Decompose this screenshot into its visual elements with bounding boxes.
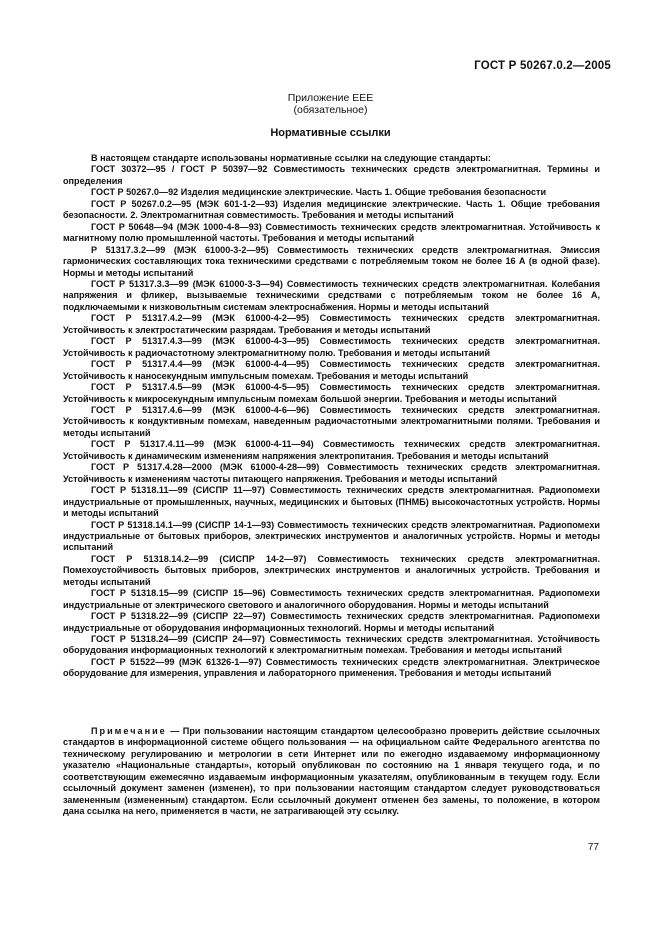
- reference-item: ГОСТ Р 51318.11—99 (СИСПР 11—97) Совместимость технических средств электромагнитная. Радиопомехи индустриальные от промышленных, научных, медицинских и бытовых (ПНМБ) высокочастотных устройств. Нормы и методы испытаний: [63, 485, 600, 519]
- references-body: [63, 153, 600, 680]
- reference-item: ГОСТ Р 51318.22—99 (СИСПР 22—97) Совместимость технических средств электромагнитная. Радиопомехи индустриальные от оборудования информационных технологий. Нормы и методы испытаний: [63, 611, 600, 633]
- reference-item: ГОСТ Р 51317.4.6—99 (МЭК 61000-4-6—96) Совместимость технических средств электромагнитная. Устойчивость к кондуктивным помехам, наведенным радиочастотными электромагнитными полями. Требования и методы испытаний: [63, 404, 600, 438]
- reference-item: ГОСТ Р 51318.14.2—99 (СИСПР 14-2—97) Совместимость технических средств электромагнитная. Помехоустойчивость бытовых приборов, электрических инструментов и аналогичных устройств. Требования и методы испытаний: [63, 553, 600, 587]
- annex-title: Приложение ЕЕЕ: [287, 92, 374, 104]
- note-label: Примечание: [91, 726, 167, 736]
- annex-subtitle: (обязательное): [293, 104, 368, 116]
- reference-item: ГОСТ Р 50267.0.2—95 (МЭК 601-1-2—93) Изделия медицинские электрические. Часть 1. Общие требования безопасности. 2. Электромагнитная совместимость. Требования и методы испытаний: [63, 198, 600, 221]
- reference-item: ГОСТ Р 51317.4.5—99 (МЭК 61000-4-5—95) Совместимость технических средств электромагнитная. Устойчивость к микросекундным импульсным помехам большой энергии. Требования и методы испытаний: [63, 382, 600, 404]
- section-title: Нормативные ссылки: [270, 127, 391, 139]
- intro-paragraph: В настоящем стандарте использованы нормативные ссылки на следующие стандарты:: [91, 153, 491, 163]
- reference-item: ГОСТ Р 51522—99 (МЭК 61326-1—97) Совместимость технических средств электромагнитная. Электрическое оборудование для измерения, управления и лабораторного применения. Требования и методы испытаний: [63, 656, 600, 679]
- standard-code-header: ГОСТ Р 50267.0.2—2005: [474, 60, 611, 72]
- note-block: [63, 726, 600, 818]
- reference-item: ГОСТ Р 51317.4.4—99 (МЭК 61000-4-4—95) Совместимость технических средств электромагнитная. Устойчивость к наносекундным импульсным помехам. Требования и методы испытаний: [63, 359, 600, 381]
- reference-item: ГОСТ Р 51317.4.3—99 (МЭК 61000-4-3—95) Совместимость технических средств электромагнитная. Устойчивость к радиочастотному электромагнитному полю. Требования и методы испытаний: [63, 336, 600, 358]
- reference-item: ГОСТ Р 50648—94 (МЭК 1000-4-8—93) Совместимость технических средств электромагнитная. Устойчивость к магнитному полю промышленной частоты. Требования и методы испытаний: [63, 221, 600, 244]
- page-number: 77: [587, 842, 599, 853]
- reference-item: Р 51317.3.2—99 (МЭК 61000-3-2—95) Совместимость технических средств электромагнитная. Эмиссия гармонических составляющих тока техническими средствами с потребляемым током не более 16 А (в одной фазе). Нормы и методы испытаний: [63, 244, 600, 278]
- reference-item: ГОСТ Р 51317.4.28—2000 (МЭК 61000-4-28—99) Совместимость технических средств электромагнитная. Устойчивость к изменениям частоты питающего напряжения. Требования и методы испытаний: [63, 462, 600, 484]
- reference-item: ГОСТ Р 51317.4.2—99 (МЭК 61000-4-2—95) Совместимость технических средств электромагнитная. Устойчивость к электростатическим разрядам. Требования и методы испытаний: [63, 313, 600, 335]
- reference-item: ГОСТ Р 51318.24—99 (СИСПР 24—97) Совместимость технических средств электромагнитная. Устойчивость оборудования информационных технологий к электромагнитным помехам. Требования и методы испытаний: [63, 634, 600, 656]
- reference-item: ГОСТ Р 51317.4.11—99 (МЭК 61000-4-11—94) Совместимость технических средств электромагнитная. Устойчивость к динамическим изменениям напряжения электропитания. Требования и методы испытаний: [63, 439, 600, 461]
- note-text: — При пользовании настоящим стандартом целесообразно проверить действие ссылочных стандартов в информационной системе общего пользования — на официальном сайте Федерального агентства по техническому регулированию и метрологии в сети Интернет или по ежегодно издаваемому информационному указателю «Национальные стандарты», который опубликован по состоянию на 1 января текущего года, и по соответствующим ежемесячно издаваемым информационным указателям, опубликованным в текущем году. Если ссылочный документ заменен (изменен), то при пользовании настоящим стандартом следует руководствоваться замененным (измененным) стандартом. Если ссылочный документ отменен без замены, то положение, в котором дана ссылка на него, применяется в части, не затрагивающей эту ссылку.: [63, 726, 600, 817]
- reference-item: ГОСТ Р 51318.15—99 (СИСПР 15—96) Совместимость технических средств электромагнитная. Радиопомехи индустриальные от электрического светового и аналогичного оборудования. Нормы и методы испытаний: [63, 588, 600, 610]
- note-paragraph: [63, 726, 600, 818]
- reference-item: ГОСТ Р 51317.3.3—99 (МЭК 61000-3-3—94) Совместимость технических средств электромагнитная. Колебания напряжения и фликер, вызываемые техническими средствами с потребляемым током не более 16 А, подключаемыми к низковольтным системам электроснабжения. Нормы и методы испытаний: [63, 278, 600, 312]
- reference-item: ГОСТ 30372—95 / ГОСТ Р 50397—92 Совместимость технических средств электромагнитная. Термины и определения: [63, 164, 600, 186]
- reference-item: ГОСТ Р 50267.0—92 Изделия медицинские электрические. Часть 1. Общие требования безопасности: [91, 187, 547, 198]
- annex-heading: [0, 92, 661, 116]
- reference-item: ГОСТ Р 51318.14.1—99 (СИСПР 14-1—93) Совместимость технических средств электромагнитная. Радиопомехи индустриальные от бытовых приборов, электрических инструментов и аналогичных устройств. Нормы и методы испытаний: [63, 519, 600, 553]
